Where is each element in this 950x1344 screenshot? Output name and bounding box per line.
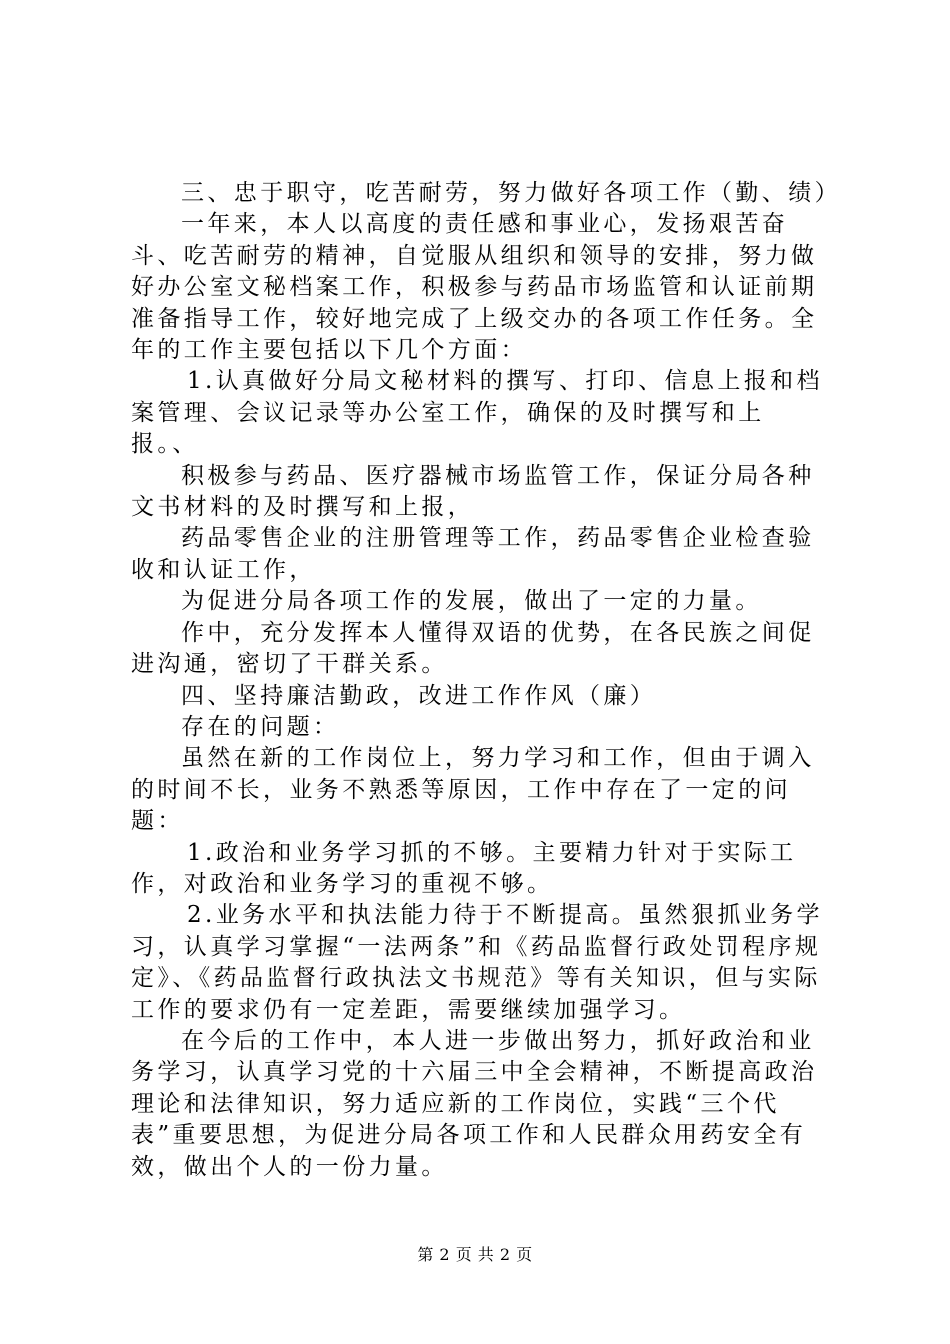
numbered-paragraph: 1.政治和业务学习抓的不够。主要精力针对于实际工作，对政治和业务学习的重视不够。 (131, 839, 797, 897)
paragraph: 一年来，本人以高度的责任感和事业心，发扬艰苦奋斗、吃苦耐劳的精神，自觉服从组织和领导的安排，努力做好办公室文秘档案工作，积极参与药品市场监管和认证前期准备指导工作，较好地完成了上级交办的各项工作任务。全年的工作主要包括以下几个方面： (131, 211, 818, 364)
section-heading-4: 四、坚持廉洁勤政，改进工作作风（廉） (181, 682, 657, 709)
page-number-footer: 第 2 页 共 2 页 (417, 1245, 533, 1264)
paragraph: 积极参与药品、医疗器械市场监管工作，保证分局各种文书材料的及时撰写和上报， (131, 462, 815, 521)
paragraph: 药品零售企业的注册管理等工作，药品零售企业检查验收和认证工作， (131, 525, 815, 583)
paragraph: 作中，充分发挥本人懂得双语的优势，在各民族之间促进沟通，密切了干群关系。 (131, 619, 815, 678)
document-body (131, 178, 841, 1183)
numbered-paragraph: 2.业务水平和执法能力待于不断提高。虽然狠抓业务学习，认真学习掌握“一法两条”和《药品监督行政处罚程序规定》、《药品监督行政执法文书规范》等有关知识，但与实际工作的要求仍有一定差距，需要继续加强学习。 (131, 902, 823, 1023)
section-heading-3: 三、忠于职守，吃苦耐劳，努力做好各项工作（勤、绩） (181, 180, 841, 206)
paragraph: 存在的问题： (181, 713, 340, 740)
numbered-paragraph: 1.认真做好分局文秘材料的撰写、打印、信息上报和档案管理、会议记录等办公室工作，确保的及时撰写和上报。、 (131, 368, 823, 458)
paragraph: 在今后的工作中，本人进一步做出努力，抓好政治和业务学习，认真学习党的十六届三中全会精神，不断提高政治理论和法律知识，努力适应新的工作岗位，实践“三个代表”重要思想，为促进分局各项工作和人民群众用药安全有效，做出个人的一份力量。 (131, 1027, 818, 1180)
paragraph: 为促进分局各项工作的发展，做出了一定的力量。 (181, 588, 762, 615)
paragraph: 虽然在新的工作岗位上，努力学习和工作，但由于调入的时间不长，业务不熟悉等原因，工作中存在了一定的问题： (131, 745, 815, 835)
